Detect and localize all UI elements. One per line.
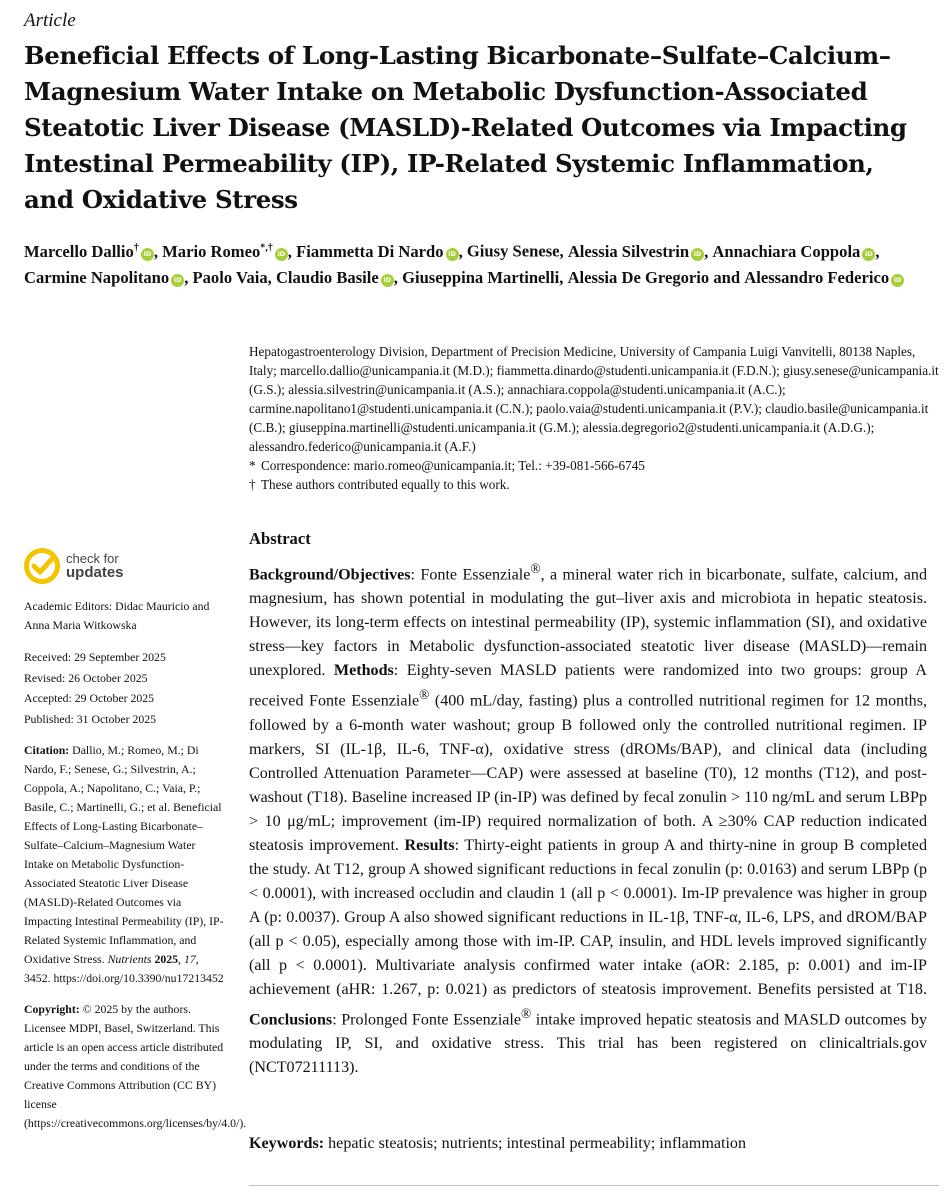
received-date: Received: 29 September 2025	[24, 650, 166, 664]
published-date: Published: 31 October 2025	[24, 711, 157, 726]
copyright: Copyright: © 2025 by the authors. Licensee MDPI, Basel, Switzerland. This article is an open access article distributed under the terms and conditions of the Creative Commons Attribution (CC BY) license (https://creativecommons.org/licenses/by/4.0/).	[24, 1002, 247, 1130]
doi-link[interactable]: https://doi.org/10.3390/nu17213452	[53, 971, 224, 985]
article-title: Beneficial Effects of Long-Lasting Bicarbonate–Sulfate–Calcium–Magnesium Water Intake on Metabolic Dysfunction-Associated Steatotic Liver Disease (MASLD)-Related Outcomes via Impacting Intestinal Permeability (IP), IP-Related Systemic Inflammation, and Oxidative Stress	[24, 41, 907, 214]
orcid-icon[interactable]: iD	[691, 248, 704, 261]
revised-date: Revised: 26 October 2025	[24, 670, 148, 685]
academic-editors: Academic Editors: Didac Mauricio and Anna Maria Witkowska	[24, 599, 210, 632]
orcid-icon[interactable]: iD	[275, 248, 288, 261]
author: Carmine Napolitano iD ,	[24, 267, 193, 287]
author: Mario Romeo*,†iD ,	[162, 241, 297, 261]
orcid-icon[interactable]: iD	[141, 248, 154, 261]
author-list	[24, 235, 929, 291]
correspondence-email[interactable]: Correspondence: mario.romeo@unicampania.it; Tel.: +39-081-566-6745	[261, 458, 645, 473]
author: Paolo Vaia,	[192, 267, 276, 287]
orcid-icon[interactable]: iD	[446, 248, 459, 261]
author: Alessia De Gregorio and	[567, 267, 745, 287]
orcid-icon[interactable]: iD	[862, 248, 875, 261]
dates	[24, 647, 224, 729]
sidebar	[24, 548, 247, 1145]
correspondence-note: * Correspondence: mario.romeo@unicampania.it; Tel.: +39-081-566-6745	[249, 458, 645, 473]
author: Giusy Senese,	[466, 241, 568, 261]
affiliation: Hepatogastroenterology Division, Department of Precision Medicine, University of Campania Luigi Vanvitelli, 80138 Naples, Italy; marcello.dallio@unicampania.it (M.D.); fiammetta.dinardo@studenti.unicampania.it (F.D.N.); giusy.senese@unicampania.it (G.S.); alessia.silvestrin@unicampania.it (A.S.); annachiara.coppola@studenti.unicampania.it (A.C.); carmine.napolitano1@studenti.unicampania.it (C.N.); paolo.vaia@studenti.unicampania.it (P.V.); claudio.basile@unicampania.it (C.B.); giuseppina.martinelli@studenti.unicampania.it (G.M.); alessia.degregorio2@studenti.unicampania.it (A.D.G.); alessandro.federico@unicampania.it (A.F.)	[249, 344, 939, 454]
check-for-updates-badge[interactable]: check for updates	[24, 548, 224, 584]
keywords: Keywords: hepatic steatosis; nutrients; intestinal permeability; inflammation	[249, 1135, 747, 1152]
accepted-date: Accepted: 29 October 2025	[24, 691, 155, 705]
orcid-icon[interactable]: iD	[381, 274, 394, 287]
author: Claudio Basile iD ,	[275, 267, 403, 287]
abstract-body: Background/Objectives: Fonte Essenziale®, a mineral water rich in bicarbonate, sulfate, calcium, and magnesium, has shown potential in modulating the gut–liver axis and microbiota in hepatic steatosis. However, its long-term effects on intestinal permeability (IP), systemic inflammation (SI), and oxidative stress—key factors in Metabolic dysfunction-associated steatotic liver disease (MASLD)—remain unexplored. Methods: Eighty-seven MASLD patients were randomized into two groups: group A received Fonte Essenziale® (400 mL/day, fasting) plus a controlled nutritional regimen for 12 months, followed by a 6-month water washout; group B followed only the controlled nutritional regimen. IP markers, SI (IL-1β, IL-6, TNF-α), oxidative stress (dROMs/BAP), and clinical data (including Controlled Attenuation Parameter—CAP) were assessed at baseline (T0), 12 months (T12), and post-washout (T18). Baseline increased IP (in-IP) was defined by fecal zonulin > 110 ng/mL and serum LBPp > 10 μg/mL; improvement (im-IP) required normalization of both. A ≥30% CAP reduction indicated steatosis improvement. Results: Thirty-eight patients in group A and thirty-nine in group B completed the study. At T12, group A showed significant reductions in fecal zonulin (p: 0.0163) and serum LBPp (p < 0.0001), with increased occludin and claudin 1 (all p < 0.0001). Im-IP prevalence was higher in group A (p: 0.0037). Group A also showed significant reductions in IL-1β, TNF-α, IL-6, LPS, and dROM/BAP (all p < 0.05), especially among those with im-IP. CAP, insulin, and HDL levels improved significantly (all p < 0.0001). Multivariate analysis confirmed water intake (aOR: 2.185, p: 0.001) and im-IP achievement (aHR: 1.267, p: 0.021) as predictors of steatosis improvement. Benefits persisted at T18. Conclusions: Prolonged Fonte Essenziale® intake improved hepatic steatosis and MASLD outcomes by modulating IP, SI, and oxidative stress. This trial has been registered on clinicaltrials.gov (NCT07211113).	[249, 561, 927, 1077]
author: Annachiara Coppola iD ,	[712, 241, 880, 261]
author: Alessia Silvestrin iD ,	[567, 241, 713, 261]
author: Fiammetta Di Nardo iD ,	[296, 241, 467, 261]
page-divider	[249, 1185, 939, 1186]
abstract-heading: Abstract	[249, 529, 311, 548]
author: Giuseppina Martinelli,	[402, 267, 568, 287]
orcid-icon[interactable]: iD	[891, 274, 904, 287]
author: Alessandro Federico iD	[744, 268, 904, 287]
equal-contribution-note: † These authors contributed equally to this work.	[249, 477, 510, 492]
affiliation-block	[249, 342, 939, 494]
check-updates-icon	[24, 548, 60, 584]
article-type: Article	[24, 10, 76, 31]
author: Marcello Dallio†iD ,	[24, 241, 163, 261]
orcid-icon[interactable]: iD	[171, 274, 184, 287]
citation: Citation: Dallio, M.; Romeo, M.; Di Nardo, F.; Senese, G.; Silvestrin, A.; Coppola, A.; Napolitano, C.; Vaia, P.; Basile, C.; Martinelli, G.; et al. Beneficial Effects of Long-Lasting Bicarbonate–Sulfate–Calcium–Magnesium Water Intake on Metabolic Dysfunction-Associated Steatotic Liver Disease (MASLD)-Related Outcomes via Impacting Intestinal Permeability (IP), IP-Related Systemic Inflammation, and Oxidative Stress. Nutrients 2025, 17, 3452. https://doi.org/10.3390/nu17213452	[24, 743, 224, 985]
